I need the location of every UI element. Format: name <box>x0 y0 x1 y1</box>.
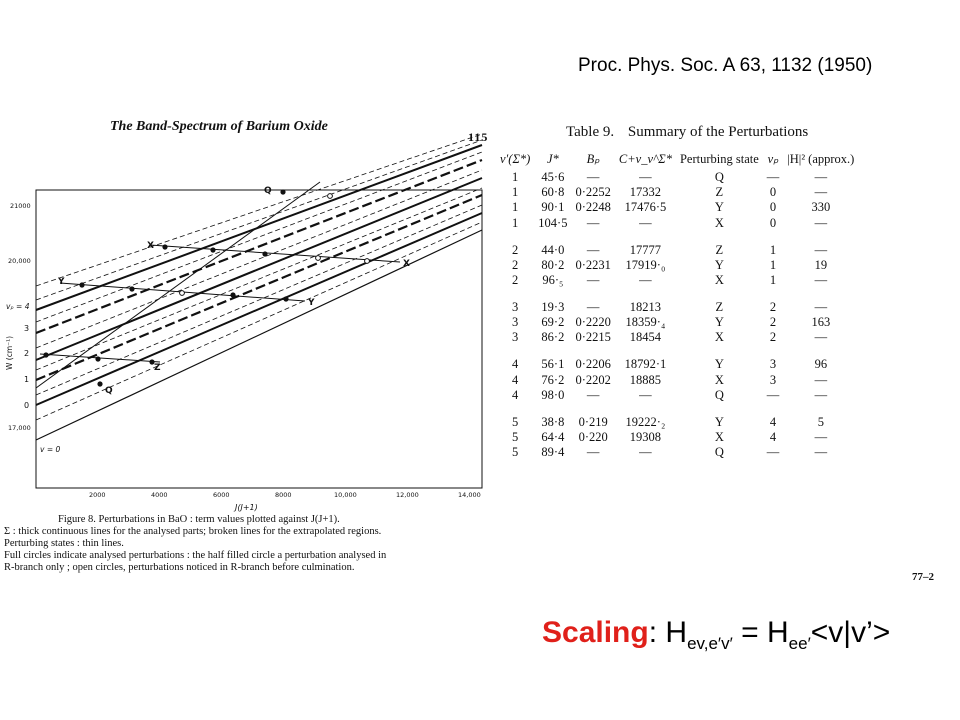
v-number-1: 1 <box>24 375 30 384</box>
open-point-3 <box>365 259 370 264</box>
caption-line-5: R-branch only ; open circles, perturbations noticed in R-branch before culmination. <box>4 562 355 573</box>
sigma-line-v5 <box>36 145 482 310</box>
table-cell: — <box>814 273 828 288</box>
figure-caption <box>4 514 484 574</box>
table-cell: 0 <box>769 200 777 215</box>
table-cell: 2 <box>512 257 519 272</box>
table-cell: — <box>766 170 780 184</box>
table-cell: 4 <box>769 414 777 429</box>
label-q-bottom: Q <box>105 386 113 396</box>
table-cell: Y <box>714 414 724 429</box>
thin-line-g <box>36 134 482 286</box>
x-axis-label: J(J+1) <box>235 503 258 512</box>
x-tick-4000: 4000 <box>151 491 168 499</box>
table-cell: 18359·₄ <box>625 315 666 330</box>
thin-line-e <box>36 140 482 300</box>
table-cell: Y <box>714 200 724 215</box>
point-x3 <box>262 251 267 256</box>
header-vp: vₚ <box>767 152 779 166</box>
table-cell: 4 <box>769 430 777 445</box>
table-cell: 98·0 <box>541 387 565 402</box>
y-tick-20000: 20,000 <box>8 257 31 265</box>
table-cell: 0·2202 <box>575 372 611 387</box>
table-row <box>496 231 858 258</box>
table-row <box>496 403 858 430</box>
point-y2 <box>129 286 134 291</box>
table-cell: 0·2206 <box>575 357 611 372</box>
table-row <box>496 330 858 345</box>
table-cell: Z <box>715 300 724 315</box>
header-j-star: J* <box>546 152 559 166</box>
table-cell: — <box>766 445 780 460</box>
table-cell: — <box>814 372 828 387</box>
table-cell: Q <box>714 387 724 402</box>
table-cell: X <box>714 273 724 288</box>
thin-line-b <box>36 188 482 370</box>
table-row <box>496 273 858 288</box>
table-cell: — <box>639 170 652 184</box>
point-x2 <box>210 247 215 252</box>
table-cell: 3 <box>512 300 519 315</box>
table-cell: 60·8 <box>541 185 565 200</box>
table-cell: 90·1 <box>541 200 565 215</box>
formula-sub1: ev,e′v′ <box>687 634 733 653</box>
table-cell: 1 <box>512 200 519 215</box>
caption-line-3: Perturbing states : thin lines. <box>4 538 124 549</box>
table-cell: 5 <box>512 445 519 460</box>
sigma-line-v4 <box>36 160 482 333</box>
table-cell: 0·2215 <box>575 330 611 345</box>
x-tick-6000: 6000 <box>213 491 230 499</box>
table-title <box>566 124 818 141</box>
table-cell: 2 <box>512 242 519 257</box>
vp-label: vₚ = 4 <box>6 302 30 311</box>
thin-line-a <box>36 205 482 395</box>
table-cell: 1 <box>512 215 519 230</box>
table-cell: 0·2220 <box>575 315 611 330</box>
point-y1 <box>79 282 84 287</box>
table-row <box>496 170 858 185</box>
header-v-sigma: v′(Σ*) <box>500 152 531 166</box>
table-cell: — <box>586 387 600 402</box>
table-cell: — <box>814 170 828 184</box>
table-cell: 96 <box>814 357 828 372</box>
table-cell: Z <box>715 242 724 257</box>
x-tick-10000: 10,000 <box>334 491 357 499</box>
table-row <box>496 373 858 388</box>
table-cell: 86·2 <box>541 330 565 345</box>
table-row <box>496 258 858 273</box>
x-tick-2000: 2000 <box>89 491 106 499</box>
thin-line-d <box>36 152 482 322</box>
table-cell: Y <box>714 257 724 272</box>
table-cell: 0·220 <box>578 430 608 445</box>
table-cell: — <box>814 242 828 257</box>
formula-eq: = H <box>732 616 789 649</box>
formula-sub2: ee′ <box>788 634 811 653</box>
sigma-line-v0 <box>36 230 482 440</box>
table-cell: — <box>814 430 828 445</box>
table-cell: 0·2231 <box>575 257 611 272</box>
table-cell: 5 <box>817 414 824 429</box>
table-cell: — <box>814 300 828 315</box>
table-cell: — <box>639 215 652 230</box>
table-cell: Q <box>714 445 724 460</box>
page-number: 115 <box>468 130 489 144</box>
table-row <box>496 288 858 315</box>
sigma-line-v1 <box>36 213 482 405</box>
table-cell: 1 <box>512 185 519 200</box>
table-cell: X <box>714 430 724 445</box>
reference-citation: Proc. Phys. Soc. A 63, 1132 (1950) <box>578 55 873 76</box>
table-cell: 18454 <box>629 330 662 345</box>
scaling-formula <box>542 616 890 654</box>
table-cell: 4 <box>512 372 519 387</box>
point-z2 <box>95 356 100 361</box>
figure-header-title: The Band-Spectrum of Barium Oxide <box>110 119 328 134</box>
table-title-text: Summary of the Perturbations <box>627 124 809 140</box>
table-cell: — <box>639 445 652 460</box>
v-number-0: 0 <box>24 401 30 410</box>
x-tick-8000: 8000 <box>275 491 292 499</box>
table-cell: 3 <box>769 372 777 387</box>
perturbations-table <box>496 152 858 460</box>
table-cell: — <box>639 387 652 402</box>
table-row <box>496 185 858 200</box>
caption-line-1: Figure 8. Perturbations in BaO : term values plotted against J(J+1). <box>58 514 340 525</box>
table-cell: 18792·1 <box>624 357 667 372</box>
table-cell: 2 <box>512 273 519 288</box>
table-cell: 2 <box>769 330 777 345</box>
table-cell: — <box>586 300 600 315</box>
table-cell: 64·4 <box>541 430 565 445</box>
v0-label: v = 0 <box>40 445 61 454</box>
open-point-4 <box>180 291 185 296</box>
table-cell: 1 <box>769 273 777 288</box>
table-cell: 69·2 <box>541 315 565 330</box>
table-cell: 89·4 <box>541 445 565 460</box>
table-cell: — <box>586 215 600 230</box>
table-cell: — <box>814 445 828 460</box>
caption-line-2: Σ : thick continuous lines for the analysed parts; broken lines for the extrapolated regions. <box>4 526 382 537</box>
label-x-right: X <box>403 259 410 269</box>
table-cell: 0·2252 <box>575 185 611 200</box>
header-perturbing-state: Perturbing state <box>679 152 759 166</box>
label-x-left: X <box>147 241 154 251</box>
table-cell: — <box>586 242 600 257</box>
table-row <box>496 216 858 231</box>
table-header-row <box>496 152 858 170</box>
point-y4 <box>283 296 288 301</box>
table-cell: — <box>814 330 828 345</box>
caption-line-4: Full circles indicate analysed perturbations : the half filled circle a perturbation analysed in <box>4 550 387 561</box>
table-row <box>496 430 858 445</box>
table-cell: 76·2 <box>541 372 565 387</box>
label-z: Z <box>154 363 161 373</box>
table-cell: 4 <box>512 387 519 402</box>
formula-h1: H <box>665 616 688 649</box>
point-x1 <box>162 244 167 249</box>
table-cell: — <box>586 445 600 460</box>
table-cell: — <box>766 387 780 402</box>
table-cell: 44·0 <box>541 242 565 257</box>
table-cell: 2 <box>769 300 777 315</box>
v-number-2: 2 <box>24 349 30 358</box>
table-cell: 17919·₀ <box>625 257 666 272</box>
y-tick-17000: 17,000 <box>8 424 31 432</box>
table-cell: 5 <box>512 414 519 429</box>
x-tick-12000: 12,000 <box>396 491 419 499</box>
point-q-high <box>280 189 285 194</box>
x-tick-14000: 14,000 <box>458 491 481 499</box>
table-cell: 17476·5 <box>624 200 667 215</box>
table-cell: — <box>586 273 600 288</box>
table-cell: 19222·₂ <box>625 414 666 429</box>
table-cell: Z <box>715 185 724 200</box>
label-y-left: Y <box>58 277 65 287</box>
point-z1 <box>43 352 48 357</box>
table-cell: 1 <box>512 170 519 184</box>
open-point-1 <box>328 194 333 199</box>
open-point-2 <box>316 256 321 261</box>
table-row <box>496 388 858 403</box>
table-cell: 19 <box>814 257 828 272</box>
table-cell: 4 <box>512 357 519 372</box>
y-tick-21000: 21000 <box>10 202 31 210</box>
table-cell: 19·3 <box>541 300 565 315</box>
table-cell: 104·5 <box>538 215 568 230</box>
sigma-line-v2 <box>36 195 482 380</box>
table-number: Table 9. <box>566 124 615 140</box>
table-cell: Y <box>714 357 724 372</box>
table-cell: X <box>714 330 724 345</box>
table-cell: 17332 <box>629 185 662 200</box>
table-cell: 330 <box>811 200 831 215</box>
table-cell: — <box>814 185 828 200</box>
table-cell: X <box>714 215 724 230</box>
table-cell: — <box>586 170 600 184</box>
table-cell: 3 <box>512 315 519 330</box>
point-y3 <box>230 292 235 297</box>
table-cell: 3 <box>769 357 777 372</box>
header-h2: |H|² (approx.) <box>787 152 855 166</box>
formula-keyword: Scaling <box>542 616 649 649</box>
point-q-low <box>97 381 102 386</box>
table-row <box>496 346 858 373</box>
table-cell: Q <box>714 170 724 184</box>
table-cell: 18213 <box>629 300 662 315</box>
label-y-right: Y <box>308 298 315 308</box>
table-cell: 3 <box>512 330 519 345</box>
header-bp: Bₚ <box>586 152 600 166</box>
table-cell: 17777 <box>629 242 662 257</box>
table-cell: 0·219 <box>578 414 608 429</box>
table-cell: Y <box>714 315 724 330</box>
table-row <box>496 200 858 215</box>
v-number-3: 3 <box>24 324 30 333</box>
formula-colon: : <box>648 616 658 649</box>
label-q-top: Q <box>264 186 272 196</box>
table-cell: 5 <box>512 430 519 445</box>
table-cell: 18885 <box>629 372 662 387</box>
table-cell: 19308 <box>629 430 662 445</box>
table-cell: 38·8 <box>541 414 565 429</box>
footer-code: 77–2 <box>912 571 934 583</box>
table-cell: 96·₅ <box>542 273 564 288</box>
table-body <box>496 170 858 460</box>
table-cell: 2 <box>769 315 777 330</box>
table-cell: — <box>639 273 652 288</box>
table-cell: 1 <box>769 257 777 272</box>
table-cell: 0 <box>769 185 777 200</box>
table-cell: 163 <box>811 315 831 330</box>
table-cell: 0·2248 <box>575 200 611 215</box>
table-cell: — <box>814 215 828 230</box>
table-row <box>496 445 858 460</box>
table-cell: 0 <box>769 215 777 230</box>
header-c: C+v_v^Σ* <box>618 152 672 166</box>
table-cell: X <box>714 372 724 387</box>
table-cell: 1 <box>769 242 777 257</box>
table-row <box>496 315 858 330</box>
table-cell: 45·6 <box>541 170 565 184</box>
table-cell: 80·2 <box>541 257 565 272</box>
table-cell: — <box>814 387 828 402</box>
y-axis-label: W (cm⁻¹) <box>5 335 14 370</box>
sigma-line-v3 <box>36 178 482 360</box>
formula-bracket: <v|v’> <box>810 616 891 649</box>
table-cell: 56·1 <box>541 357 565 372</box>
